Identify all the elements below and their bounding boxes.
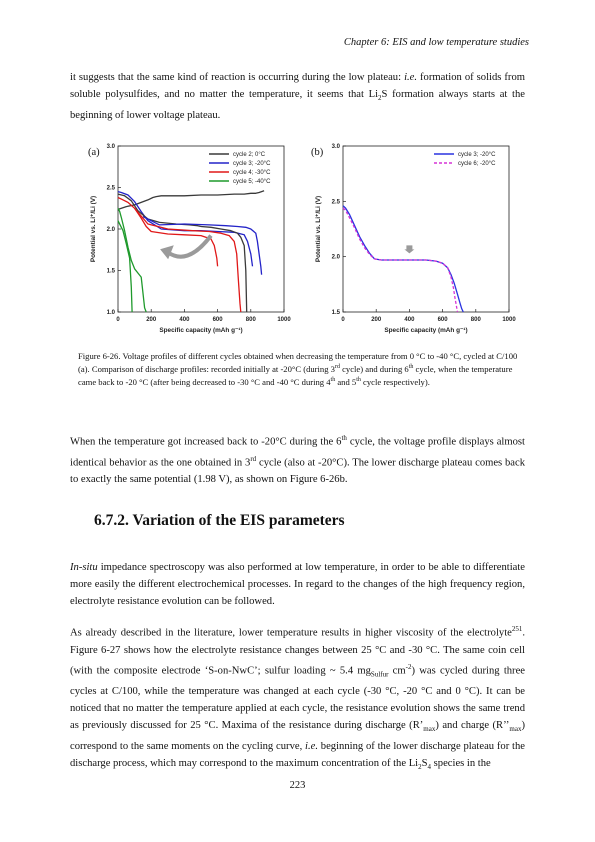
para4-subscript: max: [509, 725, 522, 734]
x-tick-label: 0: [341, 317, 345, 323]
legend-label: cycle 4; -30°C: [233, 170, 271, 176]
y-axis-label: Potential vs. Li⁺/Li (V): [315, 195, 322, 263]
x-tick-label: 800: [245, 317, 256, 323]
plateau-marker-arrow: [404, 245, 414, 253]
intro-text: it suggests that the same kind of reaction is occurring during the low plateau:: [70, 72, 405, 83]
running-header: Chapter 6: EIS and low temperature studies: [343, 37, 529, 48]
caption-text: cycle, when the temperature came back to -20 °C (after being decreased to -30 °C and -40 °C during 4: [78, 364, 513, 388]
caption-superscript: th: [356, 377, 361, 384]
series-line: [343, 206, 463, 312]
para2-superscript: rd: [250, 454, 257, 463]
para4-text: beginning of the lower discharge plateau for the discharge process, which may correspond to the maximum concentration of the Li: [70, 741, 525, 770]
intro-subscript: 2: [378, 94, 382, 103]
intro-text: formation of solids from soluble polysulfides, and no matter the temperature, it seems that Li: [70, 72, 525, 100]
chart-panel-a: [84, 138, 294, 338]
series-line: [118, 194, 201, 226]
x-tick-label: 0: [116, 317, 120, 323]
legend-label: cycle 3; -20°C: [233, 161, 271, 167]
figure-caption: [78, 351, 518, 388]
page-number: 223: [289, 780, 306, 791]
legend-label: cycle 2; 0°C: [233, 152, 266, 158]
para4-text: ) correspond to the same moments on the cycling curve,: [70, 720, 525, 753]
panel-a-label: (a): [88, 147, 100, 158]
para2-text: cycle (also at -20°C). The lower discharge plateau comes back to exactly the same potential (1.98 V), as shown on Figure 6-26b.: [70, 457, 525, 486]
intro-emphasis: i.e.: [404, 72, 418, 83]
caption-text: Figure 6-26. Voltage profiles of different cycles obtained when decreasing the temperature from 0 °C to -40 °C, cycled at C/100 (a). Comparison of discharge profiles: recorded initially at -20°C (during 3: [78, 351, 518, 375]
chart-panel-b: [309, 138, 519, 338]
x-tick-label: 200: [371, 317, 382, 323]
intro-text: S formation always starts at the beginning of lower voltage plateau.: [70, 89, 525, 122]
para4-text: ) and charge (R’’: [435, 720, 510, 732]
series-line: [118, 191, 264, 211]
x-tick-label: 400: [404, 317, 415, 323]
y-tick-label: 1.0: [106, 310, 115, 316]
y-tick-label: 2.0: [106, 227, 115, 233]
y-tick-label: 1.5: [331, 310, 340, 316]
trend-arrowhead: [160, 245, 174, 259]
para4-text: species in the: [431, 758, 491, 770]
legend-label: cycle 6; -20°C: [458, 161, 496, 167]
plot-frame: [343, 146, 509, 312]
y-tick-label: 2.5: [331, 199, 340, 206]
legend-label: cycle 5; -40°C: [233, 179, 271, 185]
para4-emphasis: i.e.: [305, 741, 318, 753]
caption-text: cycle) and during 6: [339, 364, 409, 375]
para3-emphasis: In-situ: [70, 562, 98, 573]
para2-text: When the temperature got increased back to -20°C during the 6: [70, 436, 342, 448]
trend-arrow: [168, 236, 211, 257]
y-tick-label: 3.0: [106, 144, 115, 150]
para4-subscript: max: [423, 725, 436, 734]
para4-subscript: 4: [427, 763, 432, 772]
y-tick-label: 3.0: [331, 144, 340, 150]
x-tick-label: 600: [437, 317, 448, 323]
x-tick-label: 1000: [277, 317, 291, 323]
y-axis-label: Potential vs. Li⁺/Li (V): [90, 195, 97, 263]
panel-b-label: (b): [311, 147, 324, 158]
section-heading: 6.7.2. Variation of the EIS parameters: [94, 512, 345, 529]
para2-superscript: th: [341, 434, 347, 442]
citation-superscript: 251: [511, 625, 523, 633]
para4-text: As already described in the literature, lower temperature results in higher viscosity of the electrolyte: [70, 627, 512, 639]
paragraph-4: [70, 621, 525, 776]
caption-superscript: th: [408, 364, 414, 371]
para4-subscript: 2: [418, 763, 422, 772]
series-line: [343, 208, 458, 312]
x-tick-label: 800: [470, 317, 481, 323]
x-tick-label: 1000: [502, 317, 516, 323]
para4-text: S: [421, 758, 428, 770]
y-tick-label: 2.0: [331, 254, 340, 261]
legend-label: cycle 3; -20°C: [458, 152, 496, 158]
x-tick-label: 400: [179, 317, 190, 323]
para4-text: ) was cycled during three cycles at C/100, while the temperature was changed at each cycle (-30 °C, -20 °C and 0 °C). It can be noticed that no matter the temperature applied at each cycle, the resistance evolution shows the same trend as previously discussed for 25 °C. Maxima of the resistance during discharge (R’: [70, 665, 525, 732]
y-tick-label: 2.5: [106, 185, 115, 192]
para4-text: . Figure 6-27 shows how the electrolyte resistance changes between 25 °C and -30 °C. The same coin cell (with the composite electrode ‘S-on-NwC’; sulfur loading ~ 5.4 mg: [70, 627, 525, 677]
intro-paragraph: [70, 69, 525, 124]
para4-subscript: Sulfur: [370, 670, 389, 679]
caption-superscript: th: [330, 377, 336, 384]
paragraph-3: [70, 559, 525, 610]
y-tick-label: 1.5: [106, 268, 115, 275]
paragraph-2: [70, 430, 525, 488]
para4-text: cm: [388, 665, 406, 677]
caption-superscript: rd: [334, 364, 340, 371]
x-axis-label: Specific capacity (mAh g⁻¹): [384, 327, 468, 334]
para3-text: impedance spectroscopy was also performed at low temperature, in order to be able to differentiate more easily the different electrochemical processes. In regard to the changes of the high frequency region, electrolyte resistance evolution can be followed.: [70, 562, 525, 607]
para4-superscript: -2: [405, 662, 412, 671]
x-tick-label: 600: [212, 317, 223, 323]
caption-text: and 5: [335, 377, 357, 388]
para2-text: cycle, the voltage profile displays almost identical behavior as the one obtained in 3: [70, 436, 525, 469]
x-tick-label: 200: [146, 317, 157, 323]
x-axis-label: Specific capacity (mAh g⁻¹): [159, 327, 243, 334]
caption-text: cycle respectively).: [360, 377, 430, 388]
